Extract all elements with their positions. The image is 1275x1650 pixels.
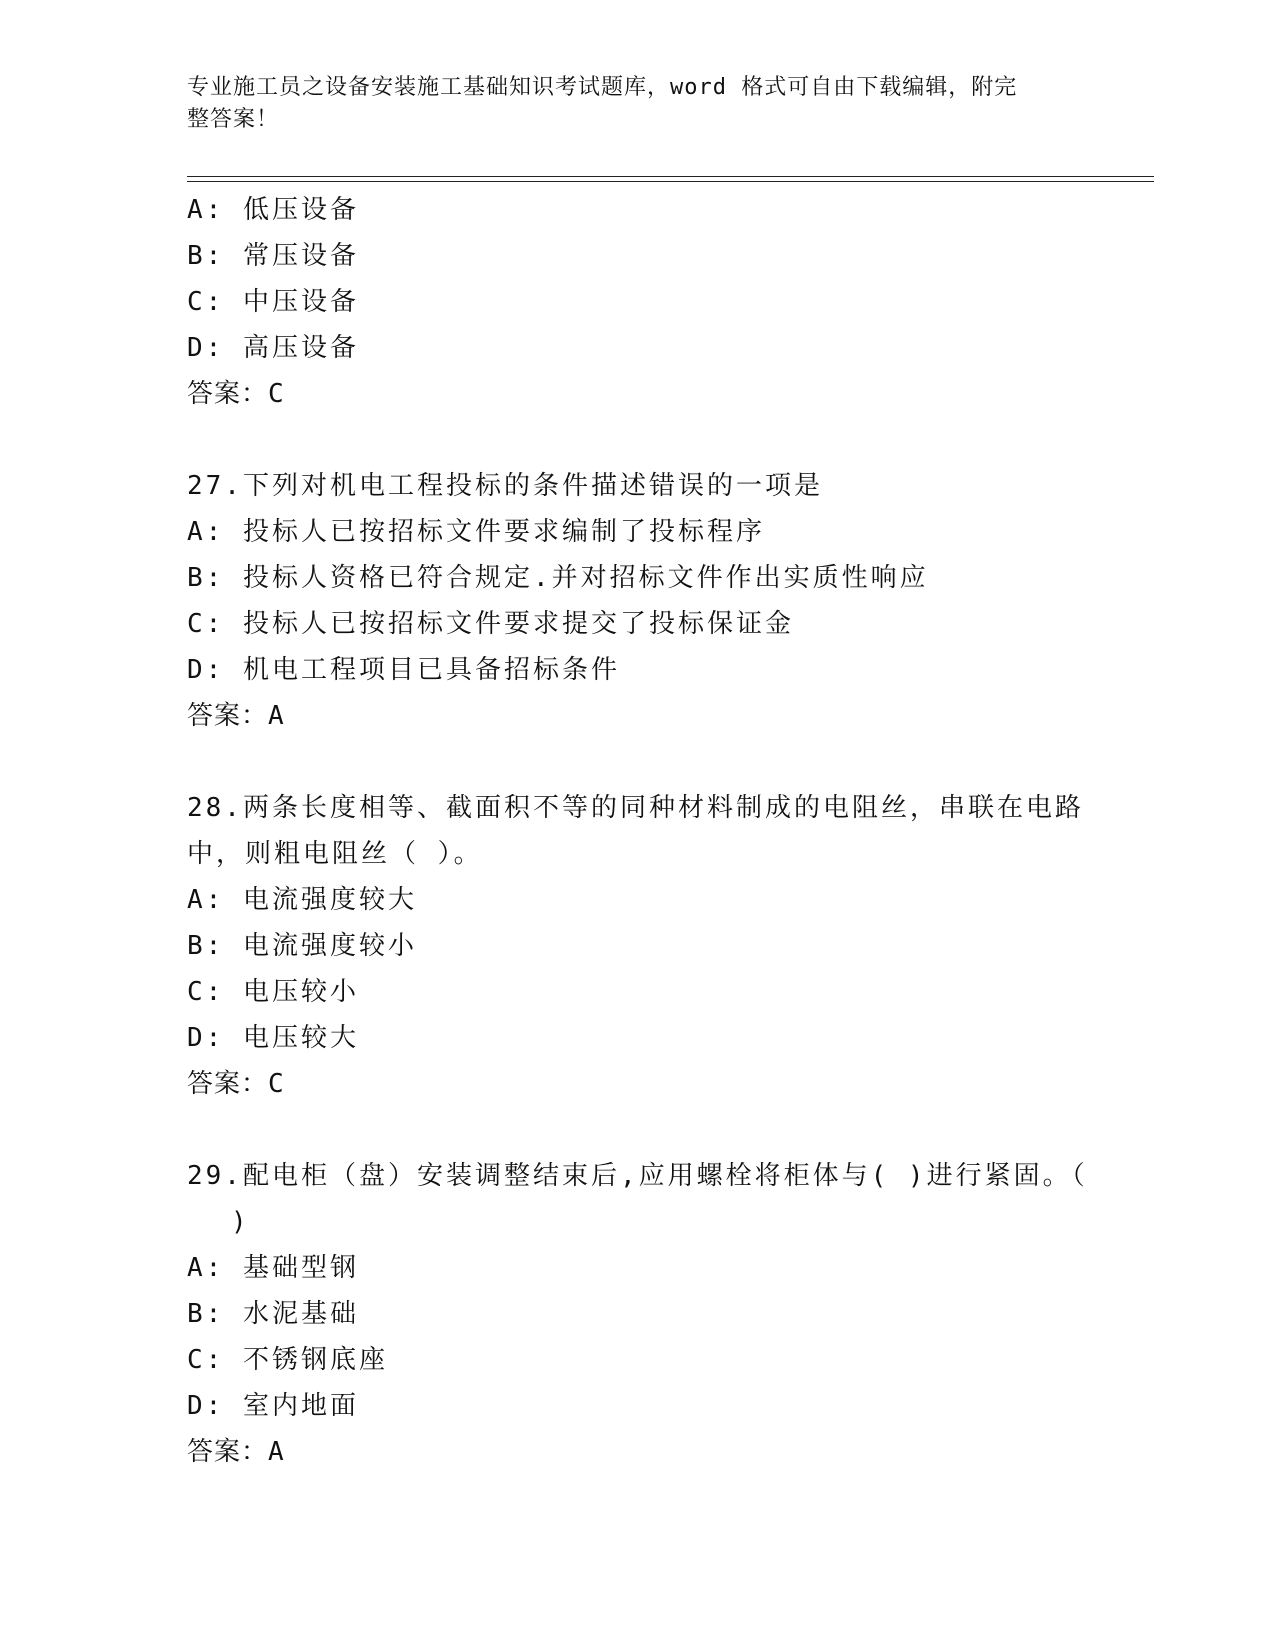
- option-a: A: 基础型钢: [187, 1253, 359, 1283]
- question-block-26: [187, 187, 1087, 417]
- option-c: C: 不锈钢底座: [187, 1345, 388, 1375]
- block-spacer: [187, 739, 1087, 785]
- option-d: D: 机电工程项目已具备招标条件: [187, 655, 620, 685]
- question-block-29: [187, 1153, 1087, 1475]
- question-text: 28.两条长度相等、截面积不等的同种材料制成的电阻丝，串联在电路: [187, 793, 1084, 823]
- option-a: A: 投标人已按招标文件要求编制了投标程序: [187, 517, 765, 547]
- answer-line: 答案：C: [187, 379, 285, 409]
- block-spacer: [187, 1107, 1087, 1153]
- option-b: B: 常压设备: [187, 241, 359, 271]
- option-c: C: 投标人已按招标文件要求提交了投标保证金: [187, 609, 794, 639]
- header-title: 专业施工员之设备安装施工基础知识考试题库，word 格式可自由下载编辑，附完: [187, 75, 1018, 100]
- option-d: D: 高压设备: [187, 333, 359, 363]
- option-c: C: 电压较小: [187, 977, 359, 1007]
- question-block-27: [187, 463, 1087, 739]
- header-divider-top: [187, 176, 1154, 177]
- option-d: D: 电压较大: [187, 1023, 359, 1053]
- option-c: C: 中压设备: [187, 287, 359, 317]
- header-title-continued: 整答案！: [187, 107, 280, 132]
- question-text-continued: 中，则粗电阻丝（ ）。: [187, 839, 483, 869]
- block-spacer: [187, 417, 1087, 463]
- option-d: D: 室内地面: [187, 1391, 359, 1421]
- question-list: [187, 187, 1087, 1475]
- question-text: 29.配电柜（盘）安装调整结束后,应用螺栓将柜体与( )进行紧固。（: [187, 1161, 1088, 1191]
- header-divider-bottom: [187, 181, 1154, 182]
- option-b: B: 投标人资格已符合规定.并对招标文件作出实质性响应: [187, 563, 929, 593]
- document-header: [187, 72, 1067, 136]
- answer-line: 答案：A: [187, 1437, 285, 1467]
- option-a: A: 电流强度较大: [187, 885, 417, 915]
- question-text: 27.下列对机电工程投标的条件描述错误的一项是: [187, 471, 823, 501]
- question-text-continued-row: [187, 1199, 1087, 1245]
- option-b: B: 水泥基础: [187, 1299, 359, 1329]
- option-a: A: 低压设备: [187, 195, 359, 225]
- question-block-28: [187, 785, 1087, 1107]
- question-text-continued: ): [231, 1207, 250, 1237]
- answer-line: 答案：A: [187, 701, 285, 731]
- option-b: B: 电流强度较小: [187, 931, 417, 961]
- answer-line: 答案：C: [187, 1069, 285, 1099]
